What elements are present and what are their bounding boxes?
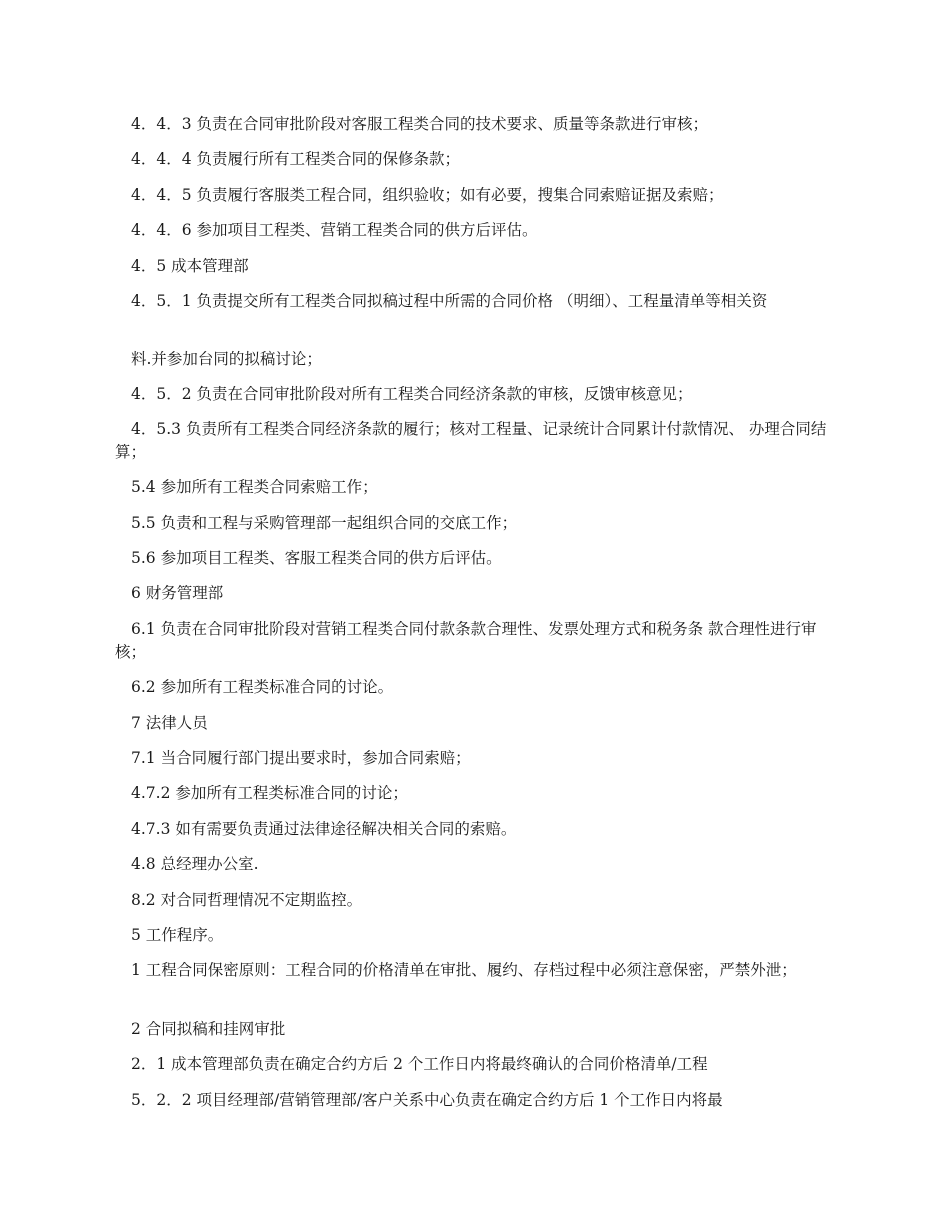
paragraph: 4．4．3 负责在合同审批阶段对客服工程类合同的技术要求、质量等条款进行审核； [131,115,709,133]
paragraph: 料.并参加台同的拟稿讨论； [131,350,322,368]
paragraph: 5.4 参加所有工程类合同索赔工作； [131,478,378,496]
paragraph: 5．2．2 项目经理部/营销管理部/客户关系中心负责在确定合约方后 1 个工作日内将最 [131,1091,723,1109]
paragraph: 7.1 当合同履行部门提出要求时，参加合同索赔； [131,749,471,767]
paragraph: 8.2 对合同哲理情况不定期监控。 [131,891,363,909]
paragraph: 4．5．1 负责提交所有工程类合同拟稿过程中所需的合同价格 （明细）、工程量清单等相关资 [131,292,768,310]
paragraph: 4.7.2 参加所有工程类标准合同的讨论； [131,784,408,802]
paragraph: 5.6 参加项目工程类、客服工程类合同的供方后评估。 [131,549,502,567]
paragraph: 4．5．2 负责在合同审批阶段对所有工程类合同经济条款的审核，反馈审核意见； [131,385,693,403]
section-heading: 7 法律人员 [131,714,208,732]
paragraph: 2．1 成本管理部负责在确定合约方后 2 个工作日内将最终确认的合同价格清单/工程 [131,1055,708,1073]
paragraph: 6.2 参加所有工程类标准合同的讨论。 [131,678,394,696]
paragraph: 4．4．5 负责履行客服类工程合同，组织验收；如有必要，搜集合同索赔证据及索赔； [131,186,724,204]
section-heading: 4.8 总经理办公室. [131,855,259,873]
paragraph: 4.7.3 如有需要负责通过法律途径解决相关合同的索赔。 [131,820,517,838]
section-heading: 6 财务管理部 [131,584,224,602]
paragraph: 5.5 负责和工程与采购管理部一起组织合同的交底工作； [131,514,518,532]
paragraph: 4．5.3 负责所有工程类合同经济条款的履行；核对工程量、记录统计合同累计付款情况、 办理合同结算； [115,420,827,461]
paragraph: 4．4．4 负责履行所有工程类合同的保修条款； [131,150,461,168]
paragraph: 4．4．6 参加项目工程类、营销工程类合同的供方后评估。 [131,221,538,239]
section-heading: 2 合同拟稿和挂网审批 [131,1020,286,1038]
section-heading: 4．5 成本管理部 [131,257,249,275]
paragraph: 6.1 负责在合同审批阶段对营销工程类合同付款条款合理性、发票处理方式和税务条 款合理性进行审核； [115,620,817,661]
paragraph: 1 工程合同保密原则：工程合同的价格清单在审批、履约、存档过程中必须注意保密，严禁外泄； [131,961,797,979]
section-heading: 5 工作程序。 [131,926,224,944]
